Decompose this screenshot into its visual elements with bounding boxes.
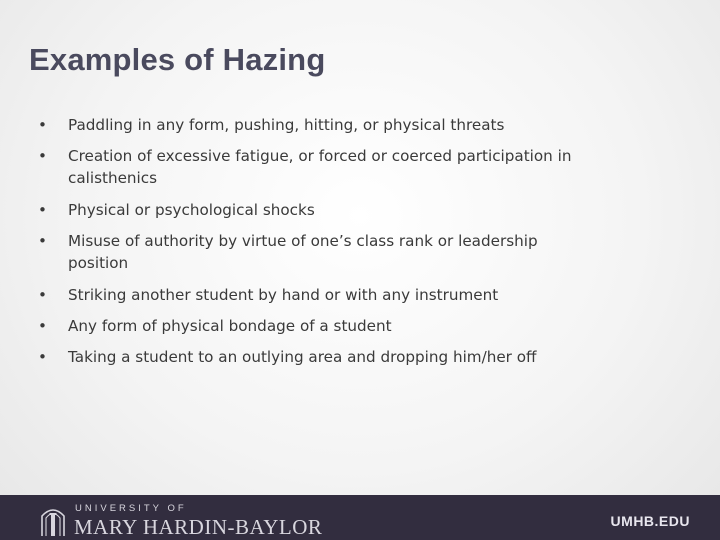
website-link[interactable]: UMHB.EDU [610,513,690,529]
bullet-icon: • [38,147,47,166]
bullet-icon: • [38,316,47,335]
footer-bar [0,495,720,540]
bullet-icon: • [38,232,47,251]
bullet-list [38,114,598,378]
slide-title: Examples of Hazing [29,42,326,77]
bullet-text: Any form of physical bondage of a student [68,316,392,335]
bullet-text: Striking another student by hand or with any instrument [68,285,499,304]
bullet-icon: • [38,285,47,304]
bullet-text: Creation of excessive fatigue, or forced or coerced participation in calisthenics [68,147,572,188]
bullet-icon: • [38,116,47,134]
university-seal-icon [39,503,67,537]
list-item [38,145,598,189]
list-item [38,346,598,368]
bullet-text: Physical or psychological shocks [68,200,315,219]
bullet-text: Misuse of authority by virtue of one’s class rank or leadership position [68,232,538,273]
bullet-text: Paddling in any form, pushing, hitting, or physical threats [68,116,505,134]
list-item [38,315,598,337]
list-item [38,284,598,306]
list-item [38,230,598,274]
bullet-icon: • [38,348,47,367]
bullet-icon: • [38,200,47,219]
list-item [38,114,598,136]
list-item [38,199,598,221]
university-name: MARY HARDIN-BAYLOR [74,515,323,539]
bullet-text: Taking a student to an outlying area and dropping him/her off [68,348,537,367]
university-label: UNIVERSITY OF [75,503,187,514]
